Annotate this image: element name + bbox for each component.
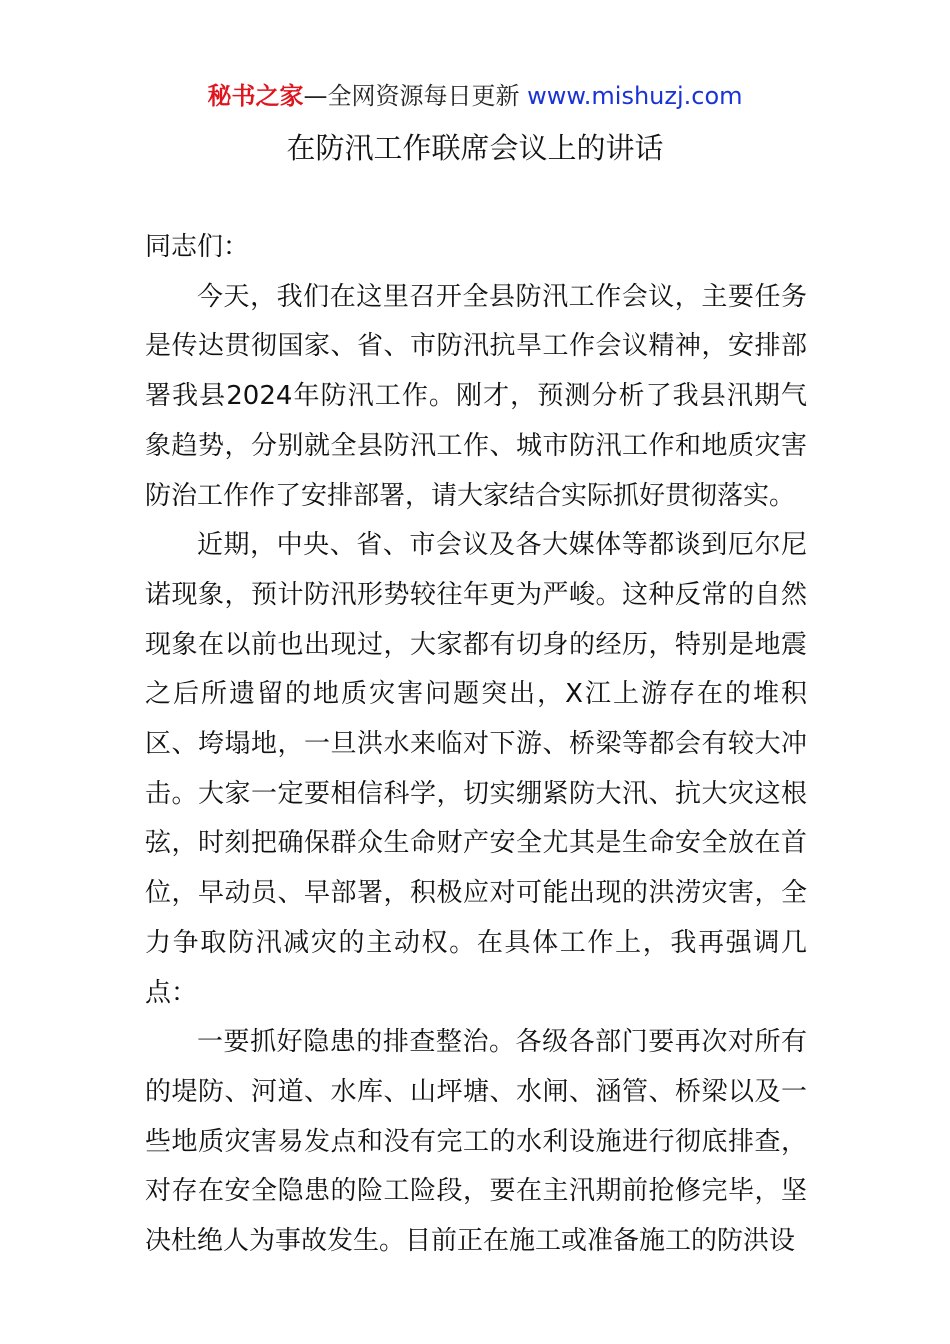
- document-title: 在防汛工作联席会议上的讲话: [286, 131, 664, 165]
- header-tagline: —全网资源每日更新: [303, 82, 528, 110]
- paragraph: 今天，我们在这里召开全县防汛工作会议，主要任务是传达贯彻国家、省、市防汛抗旱工作会议精神，安排部署我县2024年防汛工作。刚才，预测分析了我县汛期气象趋势，分别就全县防汛工作、城市防汛工作和地质灾害防治工作作了安排部署，请大家结合实际抓好贯彻落实。: [145, 281, 807, 511]
- brand-name: 秘书之家: [207, 82, 304, 110]
- salutation: 同志们：: [145, 232, 250, 262]
- site-url-link[interactable]: www.mishuzj.com: [527, 82, 743, 110]
- paragraph: 近期，中央、省、市会议及各大媒体等都谈到厄尔尼诺现象，预计防汛形势较往年更为严峻。这种反常的自然现象在以前也出现过，大家都有切身的经历，特别是地震之后所遗留的地质灾害问题突出，X江上游存在的堆积区、垮塌地，一旦洪水来临对下游、桥梁等都会有较大冲击。大家一定要相信科学，切实绷紧防大汛、抗大灾这根弦，时刻把确保群众生命财产安全尤其是生命安全放在首位，早动员、早部署，积极应对可能出现的洪涝灾害，全力争取防汛减灾的主动权。在具体工作上，我再强调几点：: [145, 530, 807, 1008]
- site-header: [0, 78, 950, 114]
- document-body: [145, 223, 807, 1267]
- paragraph: 一要抓好隐患的排查整治。各级各部门要再次对所有的堤防、河道、水库、山坪塘、水闸、涵管、桥梁以及一些地质灾害易发点和没有完工的水利设施进行彻底排查，对存在安全隐患的险工险段，要在主汛期前抢修完毕，坚决杜绝人为事故发生。目前正在施工或准备施工的防洪设: [145, 1027, 807, 1257]
